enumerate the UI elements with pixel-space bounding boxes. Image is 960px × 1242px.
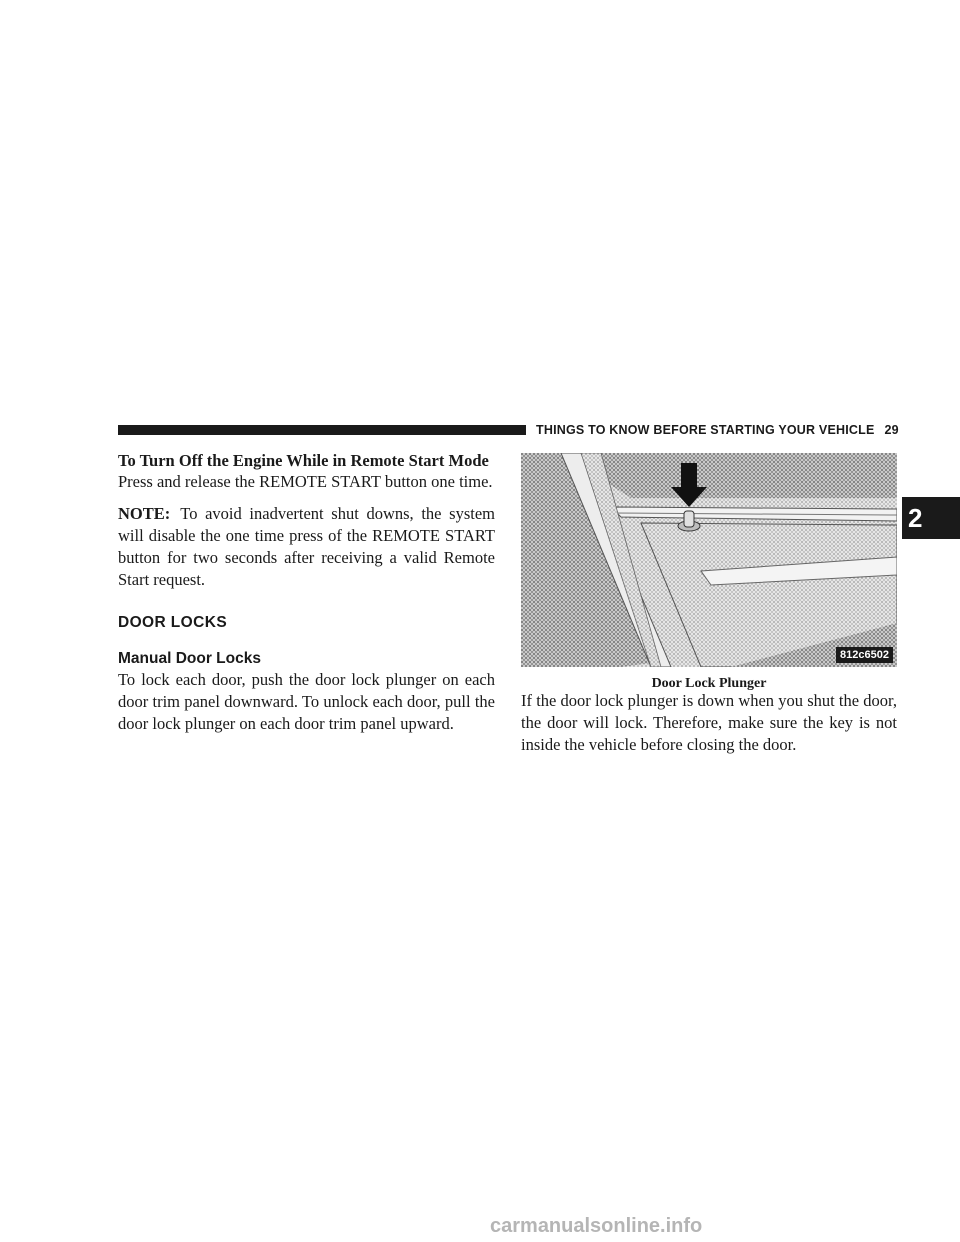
note-label: NOTE: <box>118 504 171 523</box>
remote-start-subheading: To Turn Off the Engine While in Remote Start Mode <box>118 451 489 470</box>
right-column <box>521 690 897 756</box>
manual-door-locks-heading: Manual Door Locks <box>118 650 261 667</box>
running-header <box>536 421 899 439</box>
manual-door-locks-body: To lock each door, push the door lock plunger on each door trim panel downward. To unlock each door, pull the door lock plunger on each door trim panel upward. <box>118 670 495 733</box>
watermark: carmanualsonline.info <box>490 1215 703 1237</box>
figure-caption: Door Lock Plunger <box>651 676 767 691</box>
left-column <box>118 450 495 735</box>
page-number: 29 <box>884 423 899 437</box>
door-lock-warning-body: If the door lock plunger is down when you shut the door, the door will lock. Therefore, make sure the key is not inside the vehicle before closing the door. <box>521 691 897 754</box>
chapter-tab: 2 <box>902 497 960 539</box>
figure-code: 812c6502 <box>836 647 893 663</box>
note-text: To avoid inadvertent shut downs, the system will disable the one time press of the REMOTE START button for two seconds after receiving a valid Remote Start request. <box>118 504 495 589</box>
door-lock-plunger-figure <box>521 453 897 667</box>
header-title: THINGS TO KNOW BEFORE STARTING YOUR VEHICLE <box>536 423 875 437</box>
header-rule <box>118 425 526 435</box>
door-locks-heading: DOOR LOCKS <box>118 614 228 631</box>
note-paragraph <box>118 503 495 591</box>
remote-start-instruction: Press and release the REMOTE START button one time. <box>118 472 493 491</box>
door-illustration <box>521 453 897 667</box>
